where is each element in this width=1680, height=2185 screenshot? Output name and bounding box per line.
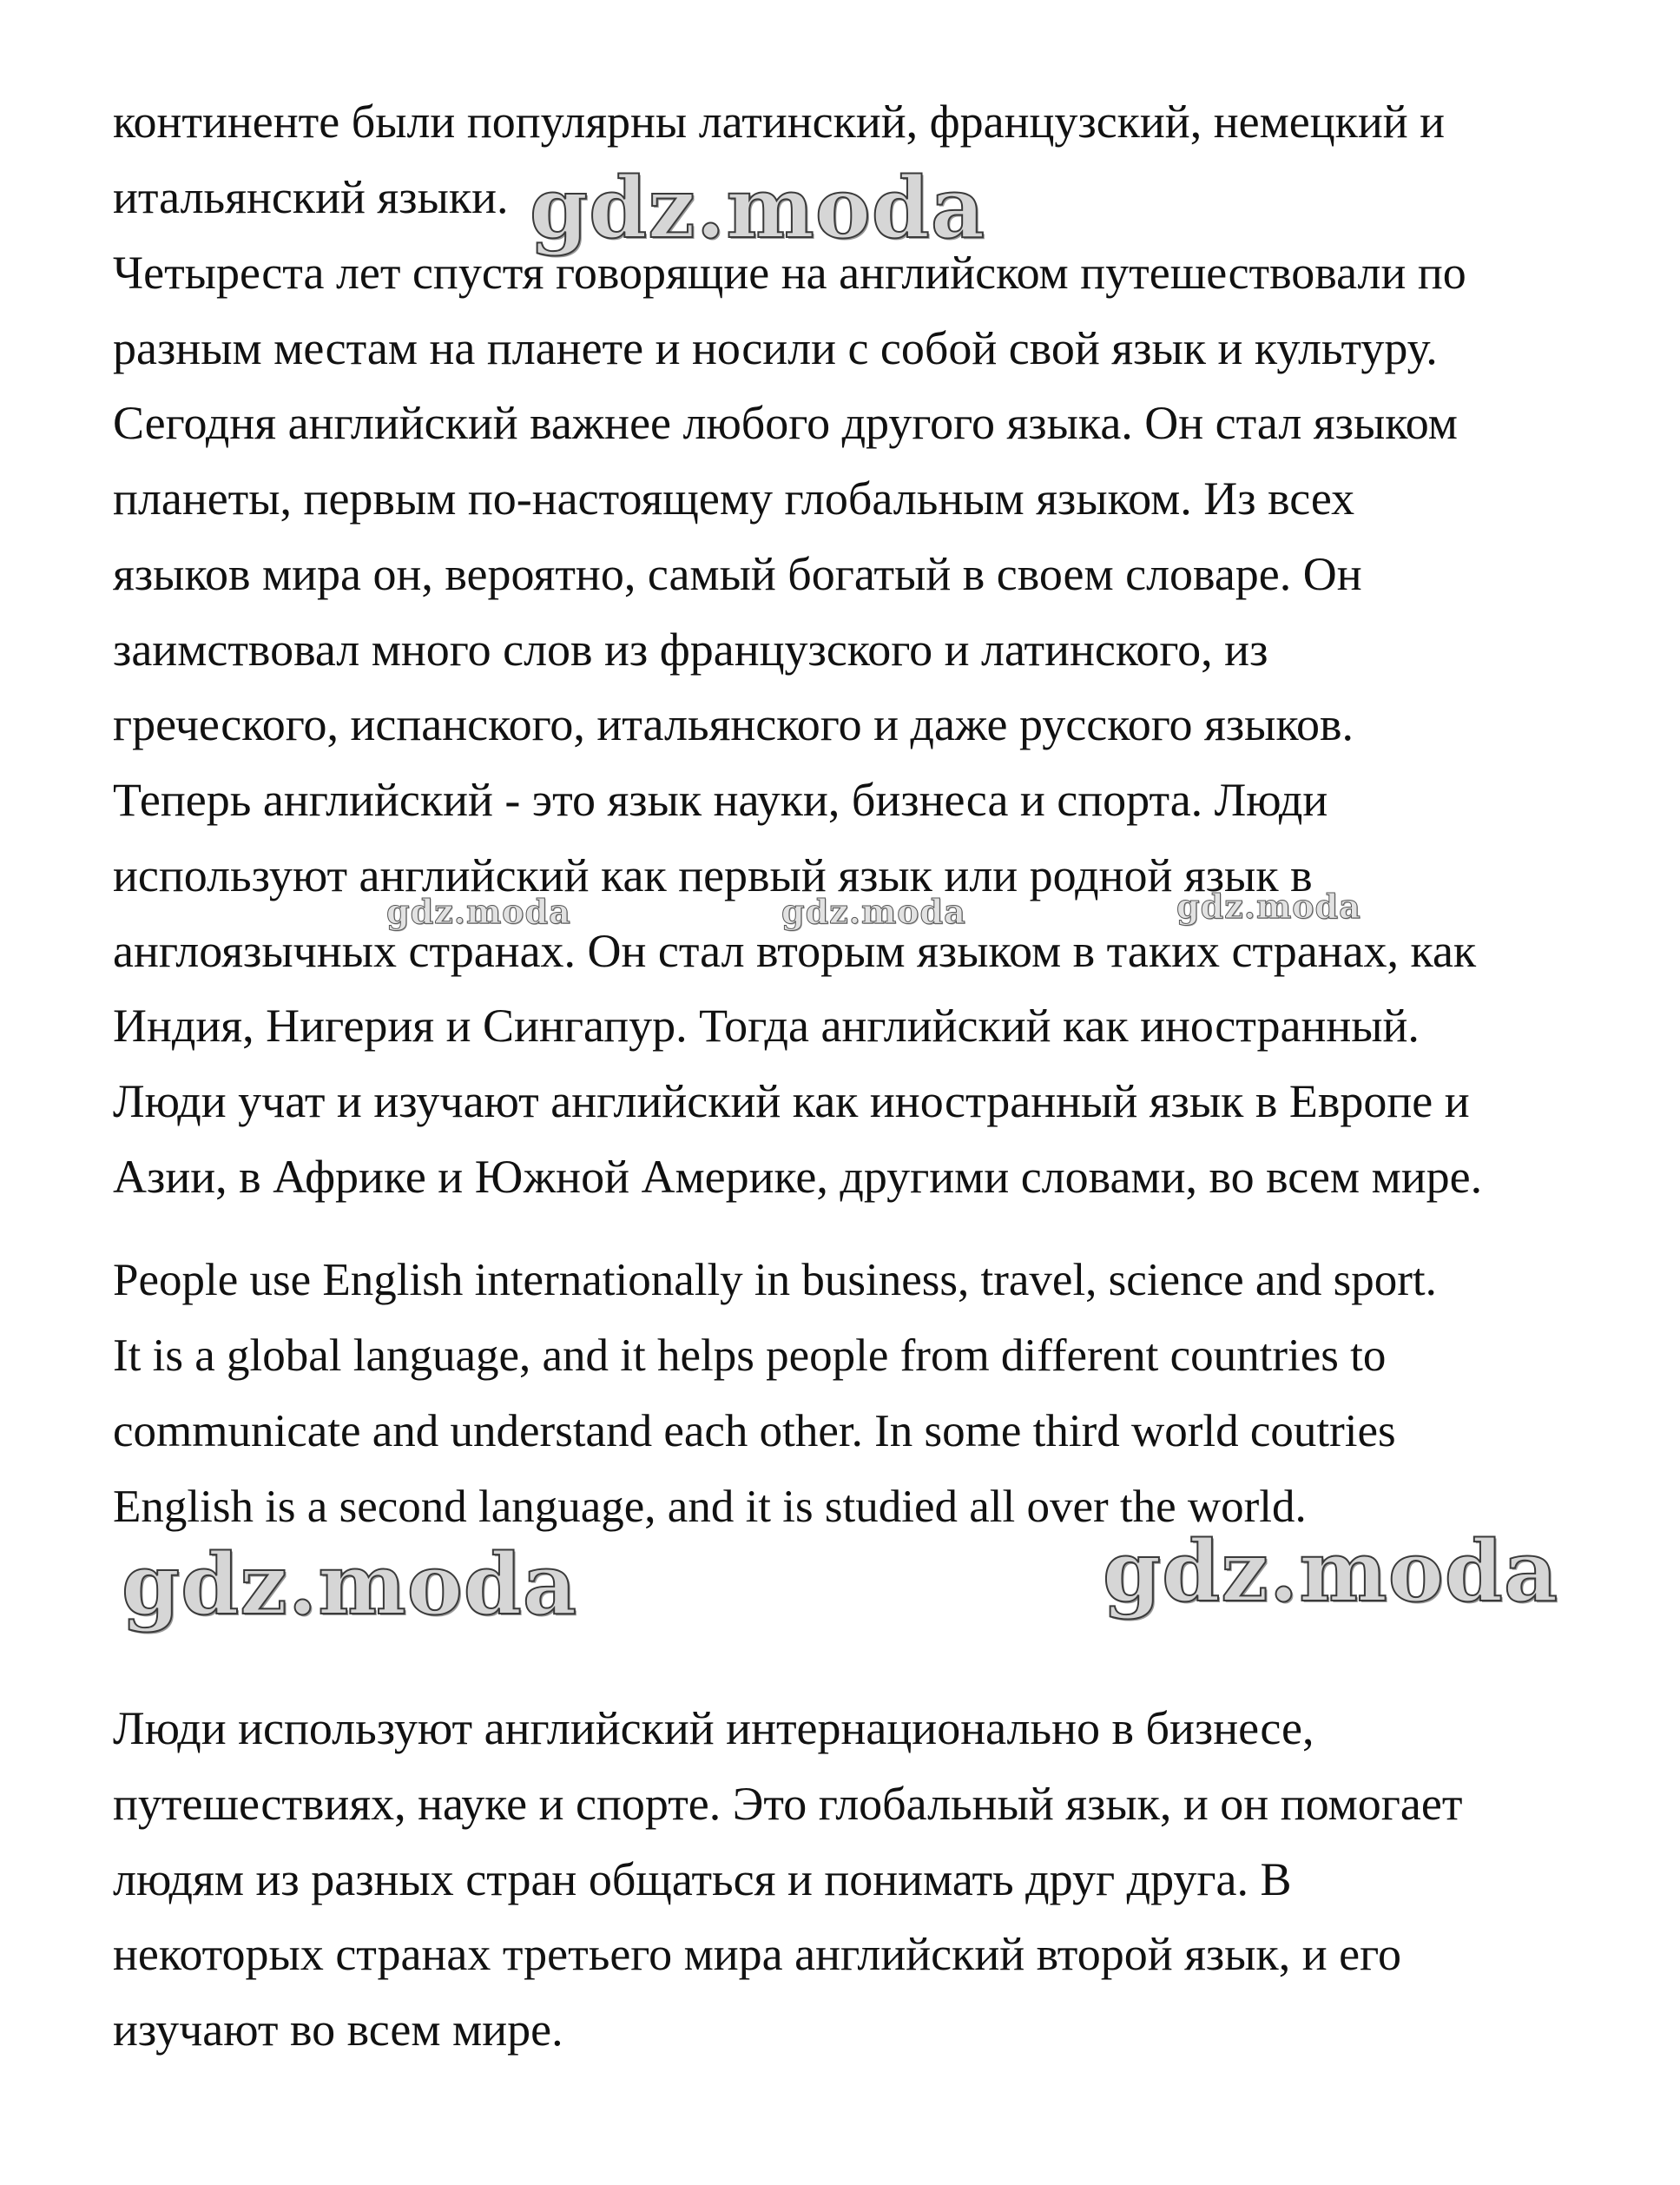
text-line: используют английский как первый язык или родной язык в [113,849,1313,901]
text-line: путешествиях, науке и спорте. Это глобальный язык, и он помогает [113,1778,1463,1830]
text-line: Индия, Нигерия и Сингапур. Тогда английский как иностранный. [113,1000,1420,1052]
text-line: людям из разных стран общаться и понимать друг друга. В [113,1853,1292,1905]
watermark-logo: gdz.moda [386,892,571,931]
watermark-logo: gdz.moda [1103,1522,1559,1621]
watermark-logo: gdz.moda [122,1535,578,1634]
text-line: communicate and understand each other. In some third world coutries [113,1406,1396,1456]
text-line: греческого, испанского, итальянского и даже русского языков. [113,698,1354,750]
text-line: People use English internationally in business, travel, science and sport. [113,1255,1437,1305]
text-line: континенте были популярны латинский, французский, немецкий и [113,96,1446,148]
text-line: Люди учат и изучают английский как иностранный язык в Европе и [113,1075,1470,1127]
text-line: Люди используют английский интернационально в бизнесе, [113,1702,1314,1754]
text-line: некоторых странах третьего мира английский второй язык, и его [113,1928,1401,1980]
text-line: It is a global language, and it helps people from different countries to [113,1330,1387,1381]
watermark-logo: gdz.moda [781,892,966,931]
text-line: итальянский языки. [113,171,509,223]
watermark-logo: gdz.moda [1176,887,1361,926]
text-line: Теперь английский - это язык науки, бизнеса и спорта. Люди [113,774,1328,826]
watermark-logo: gdz.moda [530,159,986,257]
text-line: Четыреста лет спустя говорящие на английском путешествовали по [113,247,1466,299]
text-line: языков мира он, вероятно, самый богатый в своем словаре. Он [113,548,1362,600]
text-line: заимствовал много слов из французского и латинского, из [113,624,1268,676]
text-line: разным местам на планете и носили с собой свой язык и культуру. [113,322,1438,374]
text-line: English is a second language, and it is studied all over the world. [113,1482,1307,1532]
text-line: изучают во всем мире. [113,2003,563,2056]
text-line: Сегодня английский важнее любого другого языка. Он стал языком [113,397,1458,449]
text-line: планеты, первым по-настоящему глобальным языком. Из всех [113,472,1355,525]
text-line: Азии, в Африке и Южной Америке, другими словами, во всем мире. [113,1151,1483,1203]
text-line: англоязычных странах. Он стал вторым языком в таких странах, как [113,925,1477,977]
